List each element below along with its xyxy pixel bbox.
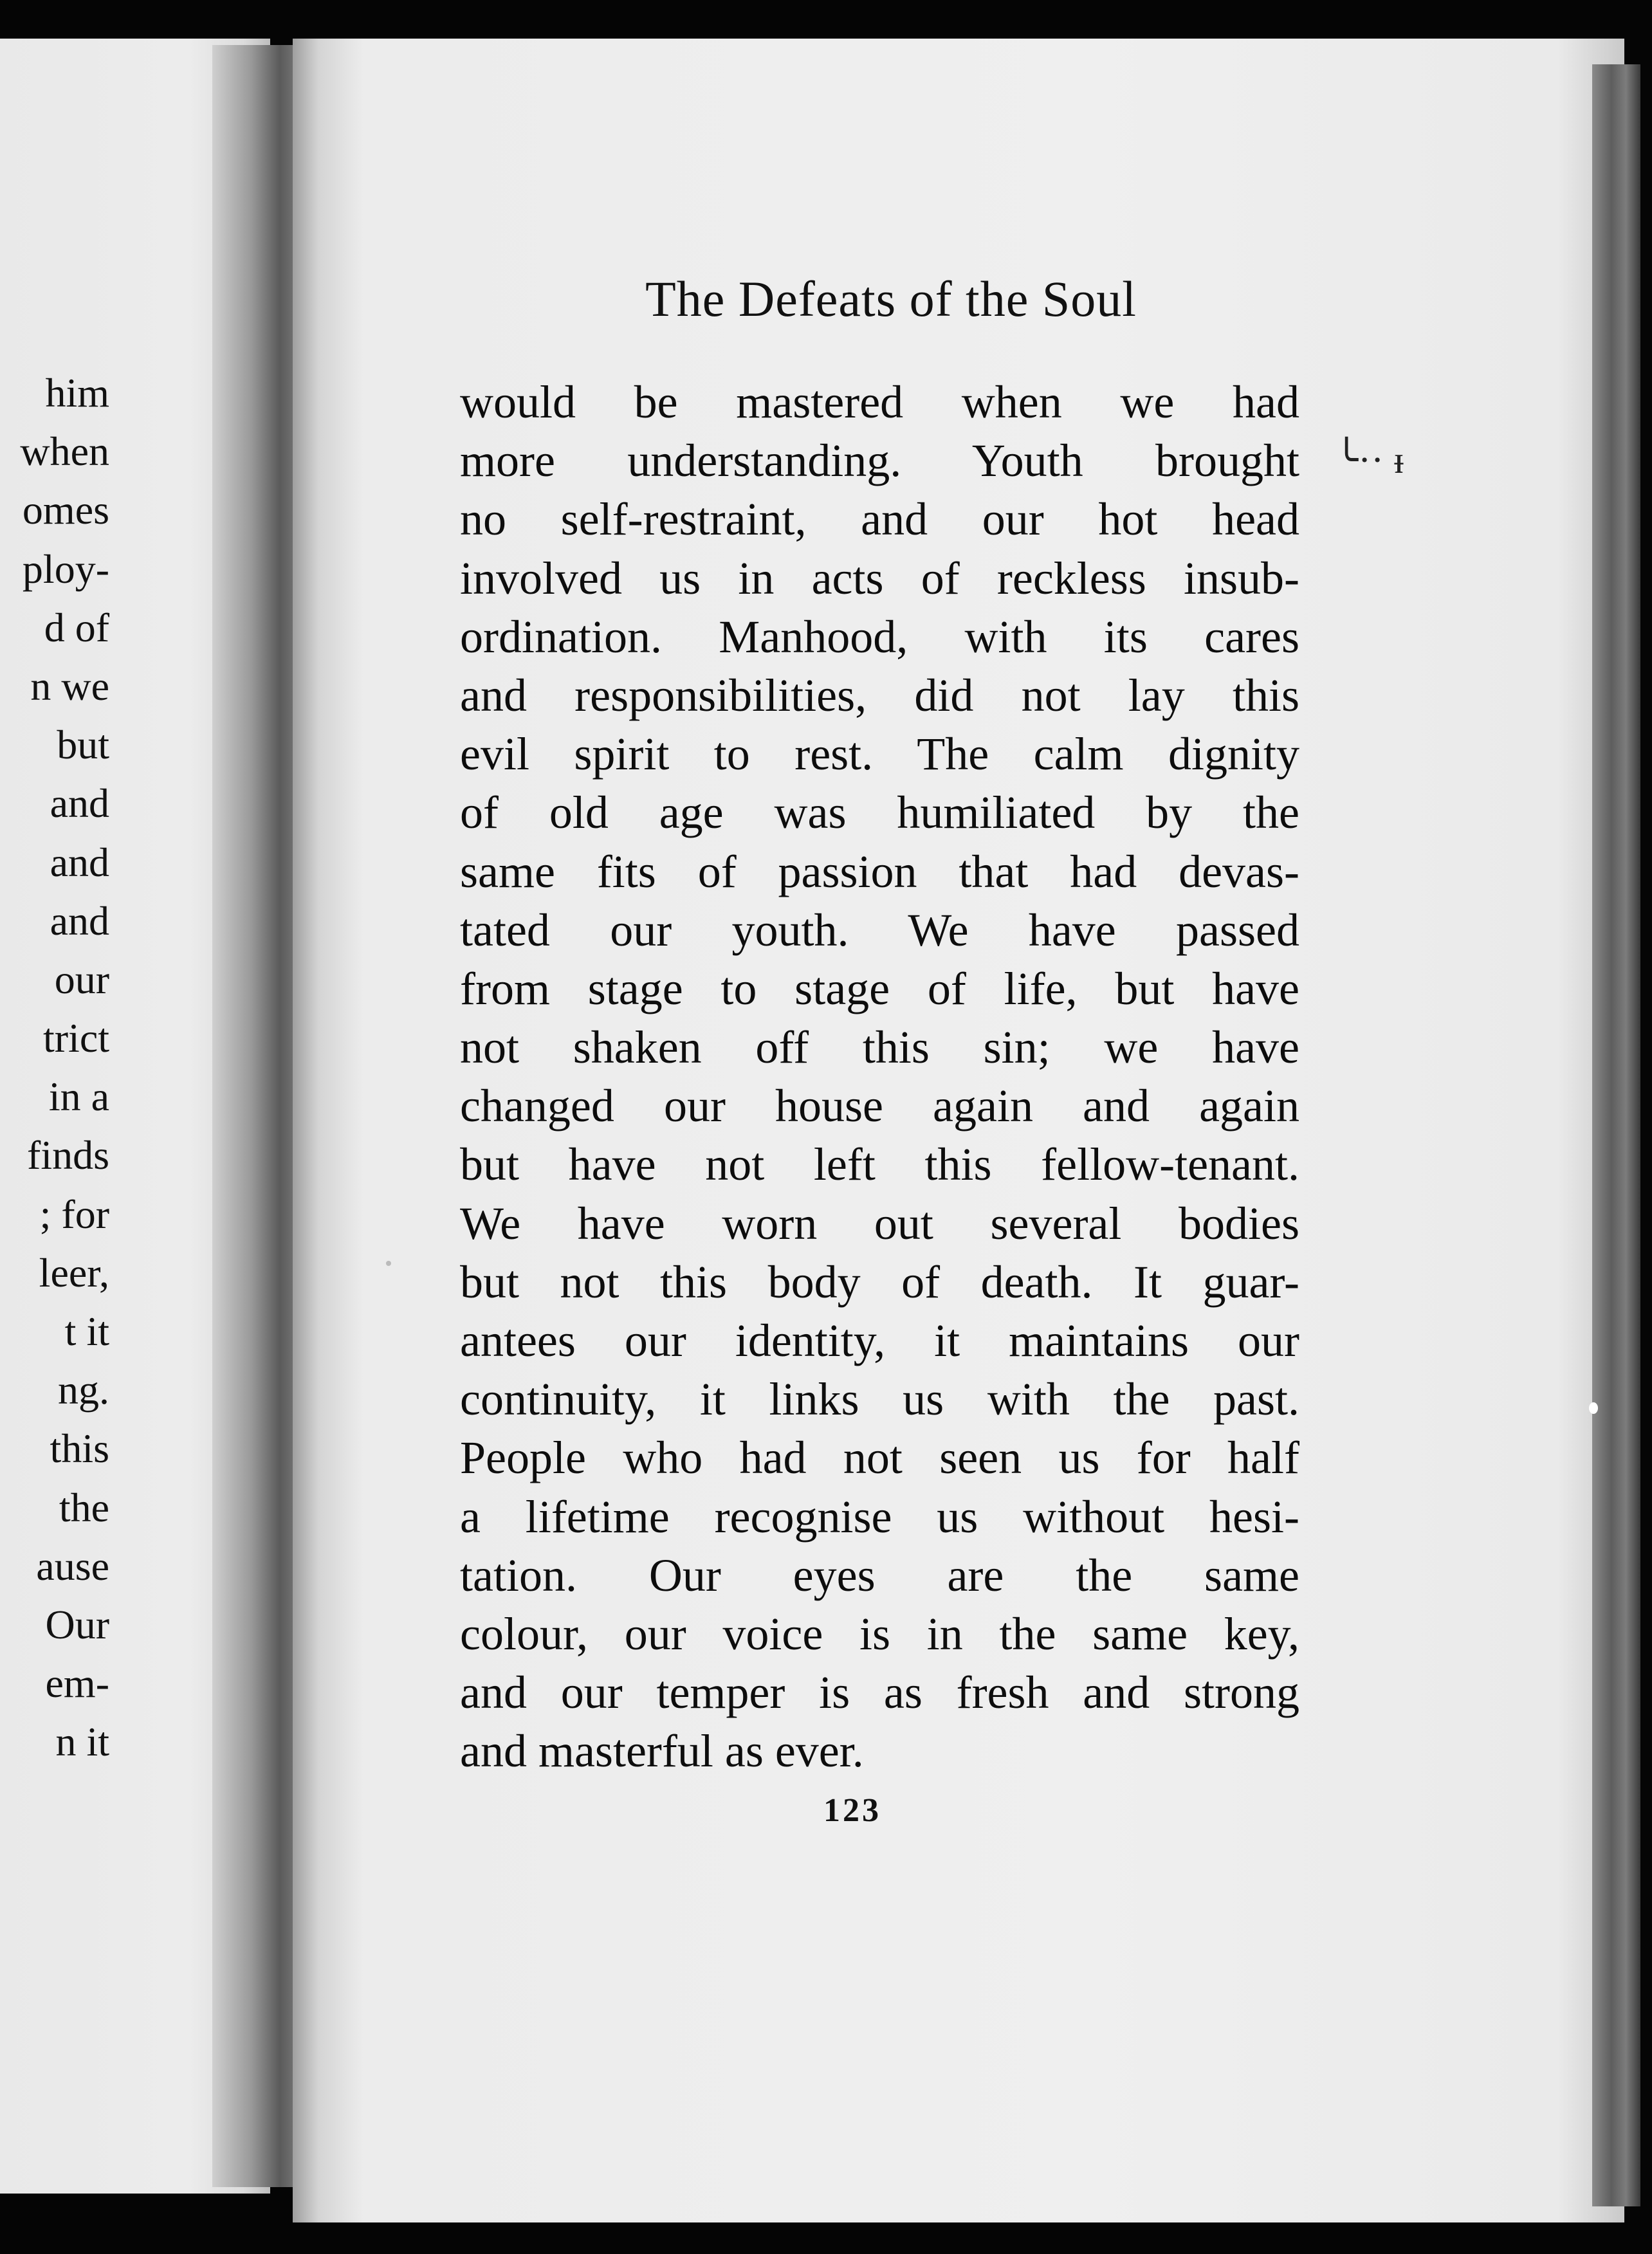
page-number: 123: [823, 1792, 881, 1829]
body-text: [460, 373, 1299, 1781]
left-page-line: in a: [48, 1074, 109, 1120]
left-page-line: the: [59, 1484, 109, 1530]
body-line: of old age was humiliated by the: [460, 787, 1299, 839]
body-line: ordination. Manhood, with its cares: [460, 610, 1299, 663]
left-page-line: em-: [45, 1660, 109, 1707]
body-line: antees our identity, it maintains our: [460, 1315, 1299, 1366]
scan-speck: [386, 1261, 391, 1266]
body-line: and responsibilities, did not lay this: [460, 669, 1299, 721]
body-line: We have worn out several bodies: [460, 1197, 1299, 1249]
body-line: a lifetime recognise us without hesi-: [460, 1490, 1299, 1543]
body-line: from stage to stage of life, but have: [460, 962, 1299, 1014]
left-page-line: ng.: [58, 1367, 109, 1413]
left-page-line: d of: [44, 604, 109, 650]
left-page-line: omes: [22, 487, 109, 533]
body-line: more understanding. Youth brought: [460, 435, 1299, 487]
body-line: continuity, it links us with the past.: [460, 1373, 1299, 1425]
body-line: changed our house again and again: [460, 1080, 1299, 1132]
left-page-line: him: [45, 370, 109, 416]
page-edge: [1592, 64, 1640, 2206]
left-page-line: and: [50, 839, 109, 885]
body-line: tation. Our eyes are the same: [460, 1549, 1299, 1601]
left-page-line: trict: [42, 1015, 109, 1061]
margin-annotation: ╰·· ᵻ: [1335, 439, 1404, 481]
body-line: and our temper is as fresh and strong: [460, 1667, 1299, 1719]
body-line: same fits of passion that had devas-: [460, 845, 1299, 897]
left-page-line: ploy-: [22, 545, 109, 592]
left-page-line: ause: [36, 1543, 109, 1589]
body-line: no self-restraint, and our hot head: [460, 493, 1299, 545]
body-line: involved us in acts of reckless insub-: [460, 552, 1299, 604]
left-page-line: our: [54, 956, 109, 1002]
body-line: tated our youth. We have passed: [460, 904, 1299, 956]
left-page-line: Our: [45, 1601, 109, 1647]
running-head: The Defeats of the Soul: [645, 271, 1137, 327]
body-line: People who had not seen us for half: [460, 1432, 1299, 1484]
left-page-line: t it: [64, 1308, 109, 1354]
body-line: colour, our voice is in the same key,: [460, 1608, 1299, 1660]
left-page-line: ; for: [39, 1191, 109, 1237]
left-page-line: finds: [27, 1132, 109, 1178]
left-page-line: this: [50, 1425, 109, 1472]
left-page-line: n it: [55, 1719, 109, 1765]
left-page-line: but: [57, 722, 109, 768]
left-page-line: n we: [30, 663, 109, 709]
body-line: evil spirit to rest. The calm dignity: [460, 728, 1299, 780]
body-line: not shaken off this sin; we have: [460, 1022, 1299, 1074]
body-line: and masterful as ever.: [460, 1725, 864, 1777]
left-page-line: leer,: [39, 1249, 109, 1296]
left-page-line: and: [50, 780, 109, 827]
left-page-line: when: [20, 428, 109, 475]
scan-speck: [1589, 1402, 1598, 1414]
body-line: but not this body of death. It guar-: [460, 1256, 1299, 1308]
left-page-text: [0, 363, 109, 1772]
body-line: would be mastered when we had: [460, 376, 1299, 428]
body-line: but have not left this fellow-tenant.: [460, 1139, 1299, 1191]
left-page-line: and: [50, 897, 109, 944]
